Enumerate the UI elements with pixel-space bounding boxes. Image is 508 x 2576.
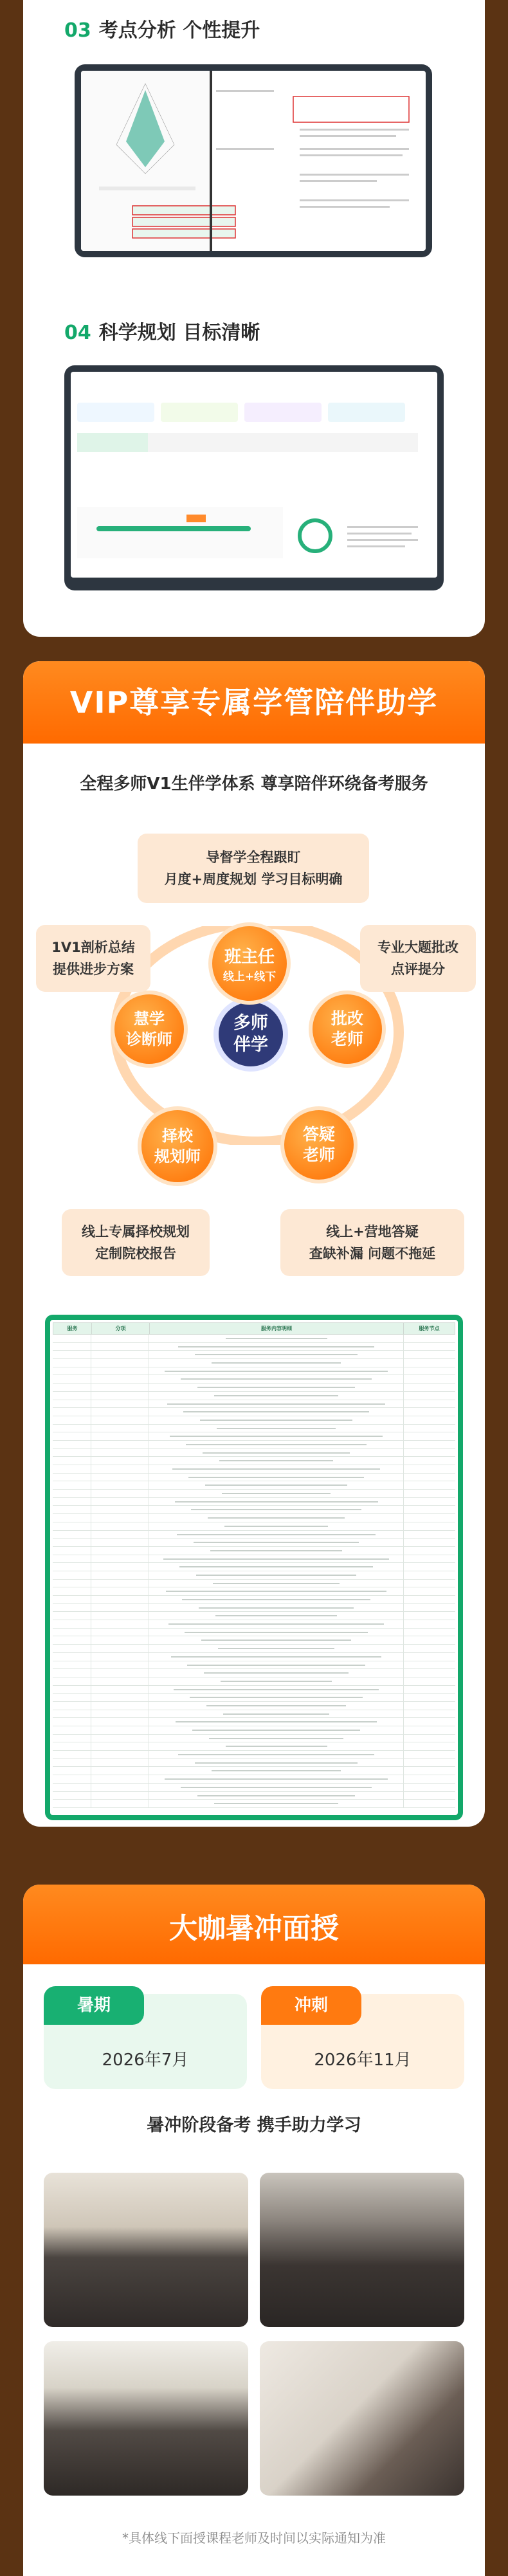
table-row bbox=[53, 1735, 455, 1743]
table-row bbox=[53, 1416, 455, 1425]
analysis-monitor bbox=[75, 64, 432, 257]
table-header-row bbox=[53, 1323, 455, 1335]
table-row bbox=[53, 1580, 455, 1588]
th-detail: 服务内容明细 bbox=[150, 1323, 404, 1335]
stage-card-summer bbox=[44, 1994, 247, 2089]
table-row bbox=[53, 1596, 455, 1604]
vip-title: VIP尊享专属学管陪伴助学 bbox=[69, 685, 439, 720]
bubble-right-bottom: 线上+营地答疑 查缺补漏 问题不拖延 bbox=[280, 1209, 464, 1276]
planning-screen bbox=[71, 372, 437, 578]
table-row bbox=[53, 1612, 455, 1620]
table-row bbox=[53, 1751, 455, 1759]
summer-title: 大咖暑冲面授 bbox=[169, 1912, 339, 1945]
analysis-screenshot-graphic bbox=[81, 71, 426, 251]
classroom-photo-2 bbox=[260, 2173, 464, 2327]
role-grading-teacher: 批改 老师 bbox=[309, 991, 386, 1068]
table-row bbox=[53, 1653, 455, 1661]
table-row bbox=[53, 1587, 455, 1596]
table-row bbox=[53, 1800, 455, 1808]
table-row bbox=[53, 1531, 455, 1539]
table-row bbox=[53, 1563, 455, 1571]
table-row bbox=[53, 1392, 455, 1400]
planning-screenshot-graphic bbox=[71, 372, 437, 578]
analysis-screen bbox=[81, 71, 426, 251]
table-row bbox=[53, 1661, 455, 1670]
table-row bbox=[53, 1571, 455, 1580]
th-service: 服务 bbox=[53, 1323, 92, 1335]
table-row bbox=[53, 1547, 455, 1555]
table-row bbox=[53, 1759, 455, 1768]
table-row bbox=[53, 1490, 455, 1498]
table-row bbox=[53, 1702, 455, 1710]
table-row bbox=[53, 1335, 455, 1343]
section-03-heading: 03 考点分析 个性提升 bbox=[64, 19, 260, 42]
table-row bbox=[53, 1481, 455, 1490]
table-row bbox=[53, 1636, 455, 1645]
stage-card-sprint bbox=[261, 1994, 464, 2089]
planning-monitor bbox=[64, 365, 444, 590]
table-row bbox=[53, 1441, 455, 1449]
table-row bbox=[53, 1465, 455, 1474]
summer-subtitle: 暑冲阶段备考 携手助力学习 bbox=[147, 2115, 361, 2135]
table-row bbox=[53, 1449, 455, 1457]
table-row bbox=[53, 1694, 455, 1702]
center-circle: 多师 伴学 bbox=[213, 997, 288, 1072]
classroom-photo-3 bbox=[44, 2341, 248, 2496]
table-row bbox=[53, 1669, 455, 1677]
table-row bbox=[53, 1718, 455, 1726]
role-diagnostician: 慧学 诊断师 bbox=[111, 991, 188, 1068]
bubble-right-top: 专业大题批改 点评提分 bbox=[360, 925, 476, 992]
vip-subtitle: 全程多师V1生伴学体系 尊享陪伴环绕备考服务 bbox=[80, 774, 428, 794]
stage-badge-summer: 暑期 bbox=[44, 1986, 144, 2025]
table-row bbox=[53, 1474, 455, 1482]
role-qa-teacher: 答疑 老师 bbox=[280, 1106, 358, 1183]
table-row bbox=[53, 1367, 455, 1376]
table-row bbox=[53, 1784, 455, 1792]
vip-header bbox=[23, 661, 485, 744]
table-row bbox=[53, 1792, 455, 1800]
table-row bbox=[53, 1677, 455, 1686]
table-body bbox=[53, 1335, 455, 1808]
th-item: 分项 bbox=[92, 1323, 150, 1335]
classroom-photo-1 bbox=[44, 2173, 248, 2327]
bubble-left-bottom: 线上专属择校规划 定制院校报告 bbox=[62, 1209, 210, 1276]
bubble-top: 导督学全程跟盯 月度+周度规划 学习目标明确 bbox=[138, 834, 369, 903]
table-row bbox=[53, 1498, 455, 1506]
table-row bbox=[53, 1375, 455, 1384]
table-row bbox=[53, 1710, 455, 1719]
table-row bbox=[53, 1767, 455, 1775]
table-row bbox=[53, 1432, 455, 1441]
table-row bbox=[53, 1629, 455, 1637]
table-row bbox=[53, 1506, 455, 1514]
role-class-teacher: 班主任 线上+线下 bbox=[208, 922, 291, 1005]
bubble-left-top: 1V1剖析总结 提供进步方案 bbox=[36, 925, 150, 992]
table-row bbox=[53, 1604, 455, 1612]
table-row bbox=[53, 1425, 455, 1433]
summer-header bbox=[23, 1885, 485, 1964]
table-row bbox=[53, 1384, 455, 1392]
table-row bbox=[53, 1645, 455, 1653]
table-row bbox=[53, 1726, 455, 1735]
table-row bbox=[53, 1457, 455, 1465]
table-row bbox=[53, 1555, 455, 1564]
table-row bbox=[53, 1400, 455, 1409]
table-row bbox=[53, 1686, 455, 1694]
table-row bbox=[53, 1359, 455, 1367]
stage-date-sprint: 2026年11月 bbox=[314, 2051, 412, 2070]
service-table-frame bbox=[45, 1315, 463, 1820]
table-row bbox=[53, 1351, 455, 1359]
service-table bbox=[53, 1322, 455, 1335]
section-04-heading: 04 科学规划 目标清晰 bbox=[64, 322, 260, 344]
table-row bbox=[53, 1343, 455, 1351]
table-row bbox=[53, 1514, 455, 1522]
role-school-planner: 择校 规划师 bbox=[138, 1106, 217, 1186]
classroom-photo-4 bbox=[260, 2341, 464, 2496]
table-row bbox=[53, 1408, 455, 1416]
table-row bbox=[53, 1539, 455, 1547]
table-row bbox=[53, 1742, 455, 1751]
table-row bbox=[53, 1522, 455, 1531]
table-row bbox=[53, 1775, 455, 1784]
stage-badge-sprint: 冲刺 bbox=[261, 1986, 361, 2025]
summer-footnote: *具体线下面授课程老师及时间以实际通知为准 bbox=[122, 2530, 386, 2546]
stage-date-summer: 2026年7月 bbox=[102, 2051, 189, 2070]
table-row bbox=[53, 1620, 455, 1629]
th-node: 服务节点 bbox=[404, 1323, 455, 1335]
